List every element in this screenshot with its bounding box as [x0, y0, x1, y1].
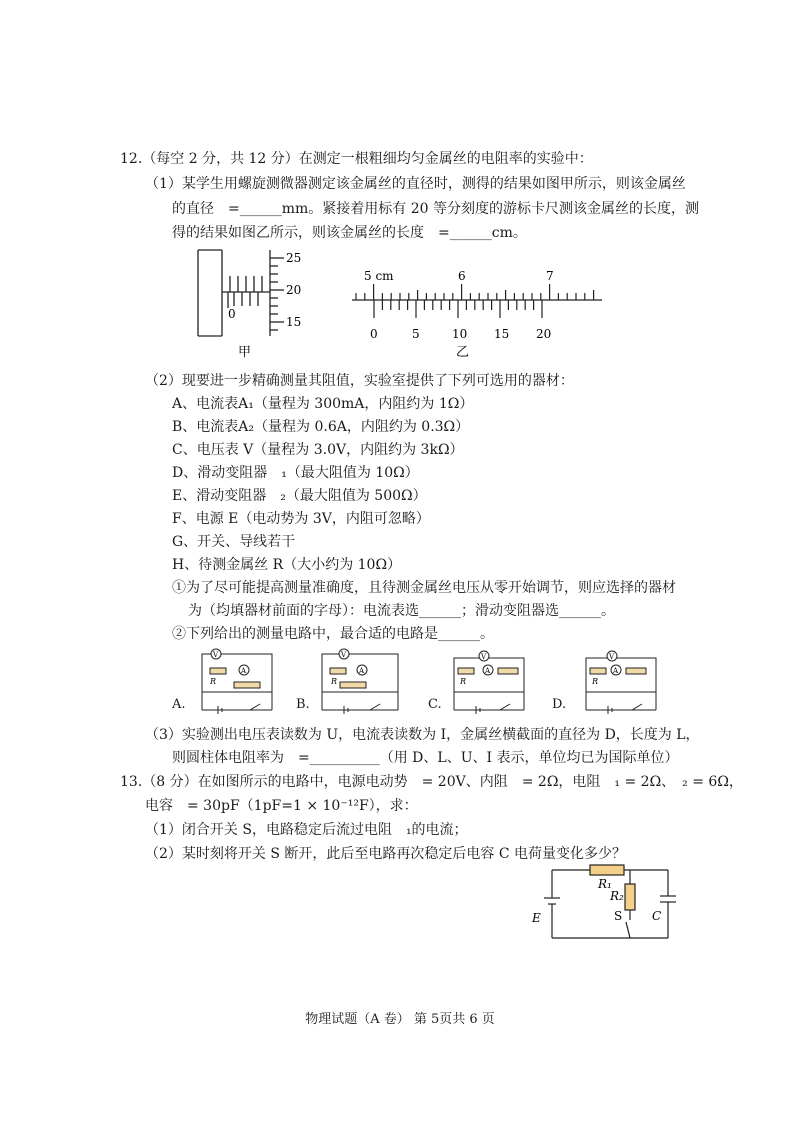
q12-p3-line1: （3）实验测出电压表读数为 U，电流表读数为 I，金属丝横截面的直径为 D，长度为 L， [145, 727, 700, 743]
ammeter-label: A [485, 667, 491, 675]
label-capacitor: C [652, 909, 662, 923]
micrometer-zero: 0 [228, 307, 236, 321]
caliper-vernier-label-20: 20 [536, 327, 552, 341]
micrometer-tick-25: 25 [286, 251, 302, 265]
resistor-label: R [592, 677, 599, 686]
equipment-item-f: F、电源 E（电动势为 3V，内阻可忽略） [172, 511, 430, 527]
q12-sub1-line2: 为（均填器材前面的字母）：电流表选______；滑动变阻器选______。 [188, 603, 615, 619]
resistor-r1 [590, 865, 624, 875]
option-a-label: A. [172, 697, 186, 712]
voltmeter-label: V [481, 653, 487, 661]
equipment-item-b: B、电流表A₂（量程为 0.6A，内阻约为 0.3Ω） [172, 419, 470, 435]
equipment-item-a: A、电流表A₁（量程为 300mA，内阻约为 1Ω） [172, 396, 474, 412]
micrometer-caption: 甲 [238, 345, 252, 360]
caliper-vernier-label-0: 0 [370, 327, 378, 341]
resistor-label: R [460, 677, 467, 686]
page-footer: 物理试题（A 卷） 第 5页共 6 页 [305, 1012, 495, 1027]
option-b-label: B. [296, 697, 310, 712]
resistor-r2 [625, 884, 635, 910]
q12-sub2: ②下列给出的测量电路中，最合适的电路是______。 [172, 626, 494, 642]
q13-part1: （1）闭合开关 S，电路稳定后流过电阻 ₁的电流； [145, 822, 468, 838]
circuit-option-b [296, 648, 410, 722]
equipment-item-e: E、滑动变阻器 ₂（最大阻值为 500Ω） [172, 488, 427, 504]
voltmeter-label: V [341, 651, 347, 659]
label-switch: S [614, 909, 623, 923]
circuit-option-a [172, 648, 282, 722]
micrometer-tick-15: 15 [286, 315, 302, 329]
q13-line2: 电容 = 30pF（1pF=1 × 10⁻¹²F），求： [145, 798, 418, 814]
ammeter-label: A [241, 667, 247, 675]
label-r1: R₁ [598, 877, 612, 891]
equipment-item-g: G、开关、导线若干 [172, 534, 296, 550]
q12-sub1-line1: ①为了尽可能提高测量准确度，且待测金属丝电压从零开始调节，则应选择的器材 [172, 580, 676, 596]
micrometer-figure [190, 248, 320, 360]
circuit-option-d [552, 648, 674, 722]
q13-part2: （2）某时刻将开关 S 断开，此后至电路再次稳定后电容 C 电荷量变化多少？ [145, 846, 627, 862]
equipment-item-d: D、滑动变阻器 ₁（最大阻值为 10Ω） [172, 465, 419, 481]
equipment-item-c: C、电压表 V（量程为 3.0V，内阻约为 3kΩ） [172, 442, 464, 458]
caliper-main-label-7: 7 [546, 269, 554, 283]
label-source: E [532, 911, 541, 925]
caliper-caption: 乙 [456, 345, 470, 360]
label-r2: R₂ [610, 889, 624, 903]
q12-title: 12.（每空 2 分，共 12 分）在测定一根粗细均匀金属丝的电阻率的实验中： [120, 151, 593, 167]
voltmeter-label: V [609, 653, 615, 661]
caliper-main-label-6: 6 [458, 269, 466, 283]
q13-line1: 13.（8 分）在如图所示的电路中，电源电动势 = 20V、内阻 = 2Ω，电阻 ₁ = 2Ω、 ₂ = 6Ω， [120, 774, 743, 790]
q12-p2-intro: （2）现要进一步精确测量其阻值，实验室提供了下列可选用的器材： [145, 373, 574, 389]
caliper-vernier-label-10: 10 [452, 327, 468, 341]
micrometer-tick-20: 20 [286, 283, 302, 297]
circuit-option-c [428, 648, 542, 722]
q13-circuit-diagram [530, 864, 690, 946]
option-d-label: D. [552, 697, 567, 712]
option-c-label: C. [428, 697, 442, 712]
caliper-main-label-5cm: 5 cm [364, 269, 394, 283]
resistor-label: R [331, 677, 338, 686]
q12-p1-line2: 的直径 =______mm。紧接着用标有 20 等分刻度的游标卡尺测该金属丝的长度，测 [172, 201, 699, 217]
resistor-label: R [210, 677, 217, 686]
voltmeter-label: V [213, 651, 219, 659]
q12-p3-line2: 则圆柱体电阻率为 =__________（用 D、L、U、I 表示，单位均已为国际单位） [172, 750, 679, 766]
ammeter-label: A [613, 667, 619, 675]
q12-p1-line3: 得的结果如图乙所示，则该金属丝的长度 =______cm。 [172, 225, 527, 241]
equipment-item-h: H、待测金属丝 R（大小约为 10Ω） [172, 557, 402, 573]
caliper-vernier-label-15: 15 [494, 327, 510, 341]
q12-p1-line1: （1）某学生用螺旋测微器测定该金属丝的直径时，测得的结果如图甲所示，则该金属丝 [145, 176, 686, 192]
caliper-figure [350, 266, 610, 360]
caliper-vernier-label-5: 5 [412, 327, 420, 341]
ammeter-label: A [359, 667, 365, 675]
circuit-options [172, 648, 732, 720]
